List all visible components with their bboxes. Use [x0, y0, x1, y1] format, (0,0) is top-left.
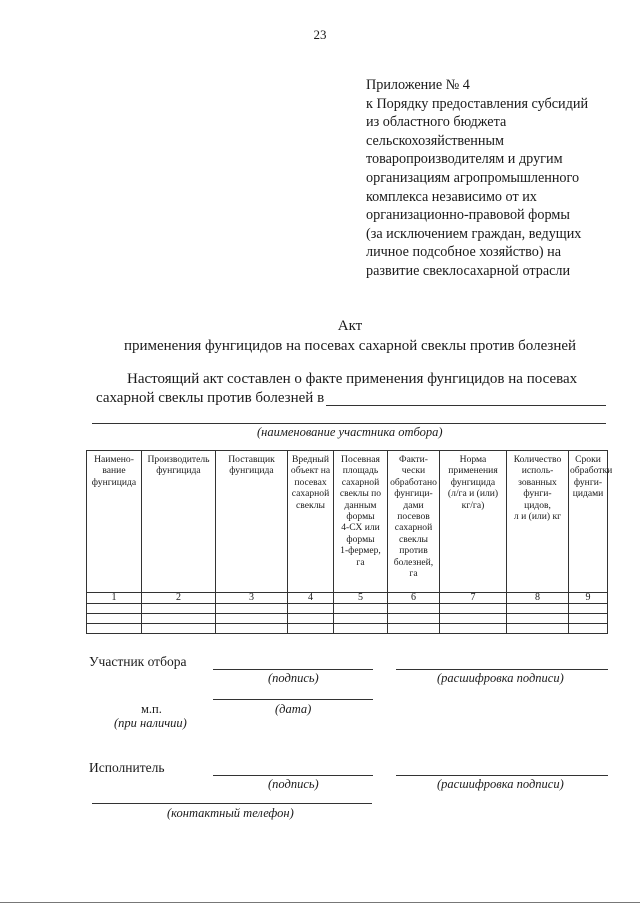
table-header-cell: [388, 451, 440, 593]
executor-decoding-line: [396, 775, 608, 776]
page-bottom-edge: [0, 902, 640, 903]
column-number: 8: [507, 593, 569, 604]
phone-line: [92, 803, 372, 804]
participant-fill-line: [326, 405, 606, 406]
header-text: Посевная площадь сахарной свеклы по данным формы 4-СХ или формы 1-фермер, га: [339, 454, 382, 568]
fungicide-table: [86, 450, 613, 634]
table-empty-row: [87, 624, 608, 634]
document-subtitle: применения фунгицидов на посевах сахарной свеклы против болезней: [123, 338, 577, 354]
column-number: 2: [142, 593, 216, 604]
table-header-cell: [334, 451, 388, 593]
participant-fill-line-2: [92, 423, 606, 424]
table-empty-row: [87, 614, 608, 624]
header-text: Сроки обработки фунги- цидами: [570, 454, 613, 500]
header-text: Поставщик фунгицида: [228, 454, 275, 477]
header-text: Вредный объект на посевах сахарной свеклы: [290, 454, 331, 511]
date-caption: (дата): [275, 702, 312, 716]
appendix-block: [366, 76, 636, 281]
header-text: Норма применения фунгицида (л/га и (или) кг/га): [447, 454, 499, 511]
signature-caption: (подпись): [268, 671, 319, 685]
stamp-label: м.п.: [141, 702, 162, 716]
document-title: Акт: [337, 318, 363, 334]
participant-label: Участник отбора: [89, 654, 187, 669]
executor-signature-caption: (подпись): [268, 777, 319, 791]
header-text: Количество исполь- зованных фунги- цидов, л и (или) кг: [513, 454, 562, 523]
date-line: [213, 699, 373, 700]
intro-line-2: сахарной свеклы против болезней в: [96, 390, 325, 406]
table-header-cell: [440, 451, 507, 593]
stamp-note: (при наличии): [114, 716, 187, 730]
participant-caption: (наименование участника отбора): [257, 425, 443, 439]
column-number: 4: [288, 593, 334, 604]
executor-label: Исполнитель: [89, 760, 165, 775]
table-number-row: [87, 593, 608, 604]
table-empty-row: [87, 604, 608, 614]
column-number: 6: [388, 593, 440, 604]
appendix-line: развитие свеклосахарной отрасли: [366, 262, 571, 279]
appendix-line: организационно-правовой формы: [366, 207, 570, 224]
table-header-cell: [142, 451, 216, 593]
table-header-cell: [87, 451, 142, 593]
appendix-line: из областного бюджета: [366, 114, 507, 131]
executor-signature-line: [213, 775, 373, 776]
phone-caption: (контактный телефон): [167, 806, 294, 820]
header-text: Наимено- вание фунгицида: [91, 454, 137, 488]
column-number: 1: [87, 593, 142, 604]
page-number: 23: [313, 27, 327, 42]
table-header-cell: [569, 451, 613, 593]
appendix-line: комплекса независимо от их: [366, 188, 537, 205]
column-number: 3: [216, 593, 288, 604]
appendix-line: личное подсобное хозяйство) на: [366, 244, 562, 261]
appendix-line: Приложение № 4: [366, 77, 470, 93]
column-number: 9: [569, 593, 608, 604]
signature-line: [213, 669, 373, 670]
column-number: 7: [440, 593, 507, 604]
header-text: Факти- чески обработано фунгици- дами посевов сахарной свеклы против болезней, га: [390, 454, 437, 580]
decoding-caption: (расшифровка подписи): [437, 671, 564, 685]
executor-decoding-caption: (расшифровка подписи): [437, 777, 564, 791]
appendix-line: товаропроизводителям и другим: [366, 151, 563, 168]
table-header-cell: [216, 451, 288, 593]
intro-line-1: Настоящий акт составлен о факте применения фунгицидов на посевах: [127, 371, 578, 387]
appendix-line: сельскохозяйственным: [366, 132, 505, 149]
appendix-line: организациям агропромышленного: [366, 169, 580, 186]
decoding-line: [396, 669, 608, 670]
table-header-row: [87, 451, 608, 593]
column-number: 5: [334, 593, 388, 604]
table-header-cell: [507, 451, 569, 593]
appendix-line: к Порядку предоставления субсидий: [366, 95, 589, 112]
table-header-cell: [288, 451, 334, 593]
header-text: Производитель фунгицида: [147, 454, 210, 477]
appendix-line: (за исключением граждан, ведущих: [366, 225, 582, 242]
